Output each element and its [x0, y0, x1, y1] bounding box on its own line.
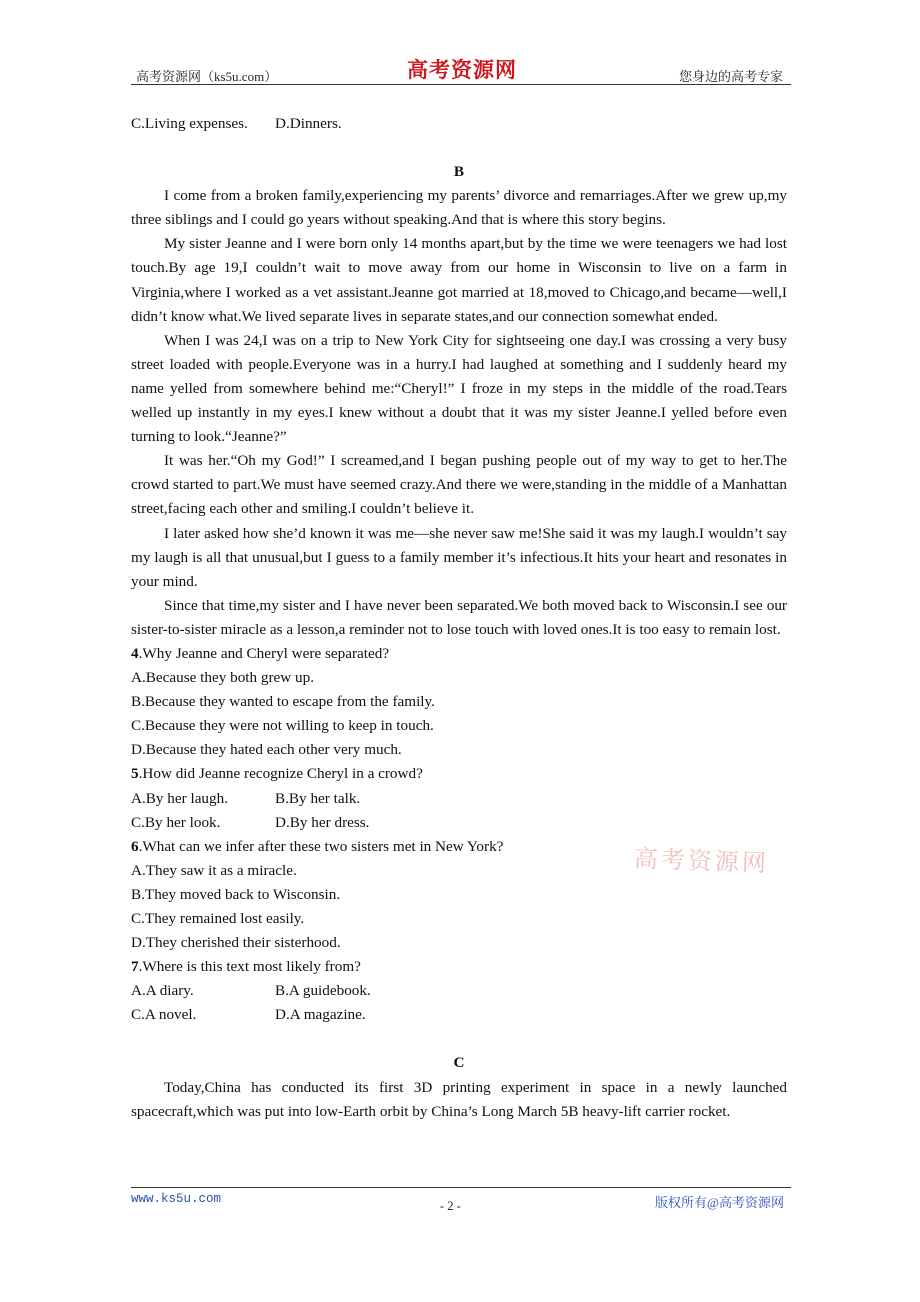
header-site-name: 高考资源网（ks5u.com）	[136, 69, 278, 84]
option-c: C.Because they were not willing to keep in touch.	[131, 717, 434, 735]
option-row	[131, 811, 787, 835]
option-d: D.By her dress.	[275, 813, 370, 831]
question-number: 7	[131, 958, 139, 976]
document-body	[131, 112, 787, 1124]
option-d: D.A magazine.	[275, 1006, 366, 1024]
passage-paragraph: Since that time,my sister and I have never been separated.We both moved back to Wisconsin.I see our sister-to-sister miracle as a lesson,a reminder not to lose touch with loved ones.It is too easy to remain lost.	[131, 596, 787, 638]
option-a: A.By her laugh.	[131, 789, 229, 807]
question-text: .How did Jeanne recognize Cheryl in a crowd?	[138, 765, 423, 783]
option-d: D.Dinners.	[275, 115, 342, 132]
passage-paragraph: I come from a broken family,experiencing my parents’ divorce and remarriages.After we grew up,my three siblings and I could go years without speaking.And that is where this story begins.	[131, 187, 787, 229]
question-number: 6	[131, 837, 139, 855]
watermark: 高考资源网	[633, 844, 770, 878]
option-b: B.By her talk.	[275, 789, 361, 807]
option-row	[131, 112, 787, 136]
question-number: 4	[131, 644, 139, 662]
question-4	[131, 642, 787, 666]
question-7	[131, 955, 787, 979]
passage-paragraph: It was her.“Oh my God!” I screamed,and I began pushing people out of my way to get to her.The crowd started to part.We must have seemed crazy.And there we were,standing in the middle of a Manhattan street,facing each other and smiling.I couldn’t believe it.	[131, 452, 787, 518]
option-c: C.They remained lost easily.	[131, 910, 305, 927]
footer-copyright: 版权所有@高考资源网	[655, 1195, 784, 1210]
footer-website-link[interactable]: www.ks5u.com	[131, 1192, 222, 1206]
option-row	[131, 1003, 787, 1027]
header-slogan: 您身边的高考专家	[678, 69, 783, 84]
section-b-heading: B	[453, 163, 465, 181]
question-text: .Where is this text most likely from?	[138, 958, 361, 976]
option-d: D.Because they hated each other very much.	[131, 741, 402, 759]
option-a: A.Because they both grew up.	[131, 669, 315, 687]
option-b: B.They moved back to Wisconsin.	[131, 885, 341, 903]
option-a: A.A diary.	[131, 982, 194, 1000]
option-c: C.A novel.	[131, 1006, 197, 1024]
question-text: .What can we infer after these two sisters met in New York?	[138, 837, 504, 855]
question-number: 5	[131, 765, 139, 783]
question-text: .Why Jeanne and Cheryl were separated?	[138, 644, 390, 662]
option-row	[131, 787, 787, 811]
header-divider	[131, 84, 791, 85]
section-c-heading: C	[453, 1054, 465, 1072]
option-d: D.They cherished their sisterhood.	[131, 934, 341, 952]
page-number: - 2 -	[440, 1199, 461, 1213]
passage-paragraph: I later asked how she’d known it was me—she never saw me!She said it was my laugh.I wouldn’t say my laugh is all that unusual,but I guess to a family member it’s infectious.It hits your heart and resonates in your mind.	[131, 524, 787, 590]
option-a: A.They saw it as a miracle.	[131, 861, 297, 879]
option-c: C.Living expenses.	[131, 115, 248, 132]
option-c: C.By her look.	[131, 813, 221, 831]
option-b: B.A guidebook.	[275, 982, 371, 1000]
header-logo: 高考资源网	[407, 57, 517, 82]
passage-paragraph: My sister Jeanne and I were born only 14 months apart,but by the time we were teenagers we had lost touch.By age 19,I couldn’t wait to move away from our home in Wisconsin to live on a farm in Virginia,where I worked as a vet assistant.Jeanne got married at 18,moved to Chicago,and became—well,I didn’t know what.We lived separate lives in separate states,and our connection somewhat ended.	[131, 235, 787, 325]
option-row	[131, 979, 787, 1003]
page-header	[131, 54, 791, 86]
footer-divider	[131, 1187, 791, 1188]
option-b: B.Because they wanted to escape from the family.	[131, 693, 435, 711]
passage-paragraph: Today,China has conducted its first 3D printing experiment in space in a newly launched spacecraft,which was put into low-Earth orbit by China’s Long March 5B heavy-lift carrier rocket.	[131, 1078, 787, 1120]
question-5	[131, 762, 787, 786]
passage-paragraph: When I was 24,I was on a trip to New York City for sightseeing one day.I was crossing a very busy street loaded with people.Everyone was in a hurry.I had laughed at something and I suddenly heard my name yelled from somewhere behind me:“Cheryl!” I froze in my steps in the middle of the road.Tears welled up instantly in my eyes.I knew without a doubt that it was my sister Jeanne.I yelled before even turning to look.“Jeanne?”	[131, 331, 787, 446]
